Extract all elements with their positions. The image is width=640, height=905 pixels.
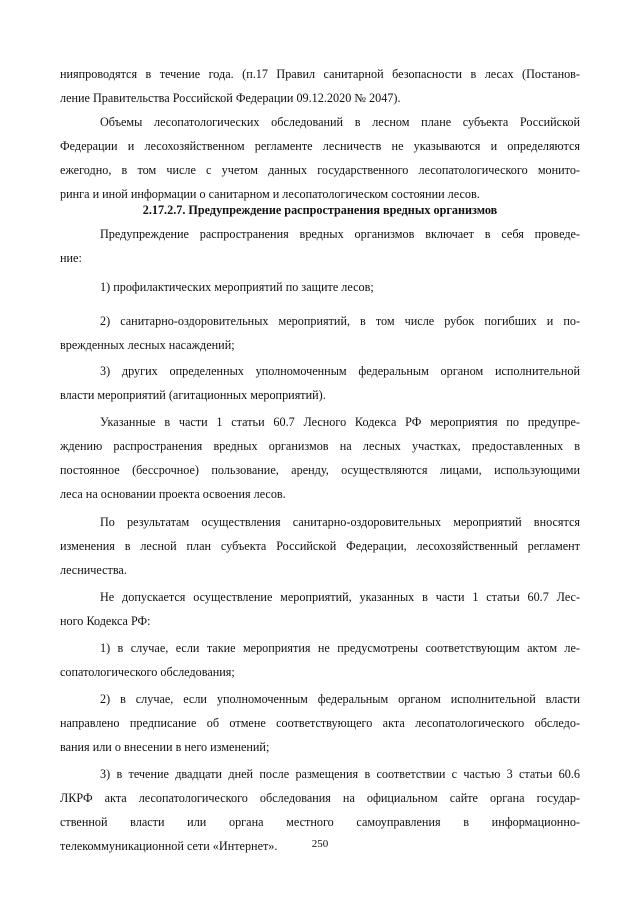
paragraph-line: изменения в лесной план субъекта Российской Федерации, лесохозяйственный регламент [60, 539, 580, 553]
paragraph-line: ление Правительства Российской Федерации 09.12.2020 № 2047). [60, 91, 401, 105]
section-heading [60, 198, 580, 222]
paragraph-line: 2) санитарно-оздоровительных мероприятий, в том числе рубок погибших и по- [100, 314, 580, 328]
paragraph [60, 275, 580, 299]
heading-text: 2.17.2.7. Предупреждение распространения вредных организмов [142, 203, 498, 217]
paragraph [60, 585, 580, 633]
paragraph-line: ждению распространения вредных организмов на лесных участках, предоставленных в [60, 439, 580, 453]
paragraph [60, 309, 580, 357]
paragraph [60, 687, 580, 759]
paragraph-line: ственной власти или органа местного самоуправления в информационно- [60, 815, 580, 829]
paragraph-line: Предупреждение распространения вредных организмов включает в себя проведе- [100, 227, 580, 241]
paragraph-line: 2) в случае, если уполномоченным федеральным органом исполнительной власти [100, 692, 580, 706]
paragraph-line: ние: [60, 251, 82, 265]
paragraph-line: лесничества. [60, 563, 127, 577]
paragraph-line: ежегодно, в том числе с учетом данных государственного лесопатологического монито- [60, 163, 580, 177]
paragraph [60, 62, 580, 110]
paragraph [60, 222, 580, 270]
paragraph-line: Объемы лесопатологических обследований в лесном плане субъекта Российской [100, 115, 580, 129]
paragraph-line: 1) профилактических мероприятий по защите лесов; [100, 280, 374, 294]
paragraph-line: власти мероприятий (агитационных мероприятий). [60, 388, 326, 402]
paragraph [60, 510, 580, 582]
paragraph-line: сопатологического обследования; [60, 665, 235, 679]
paragraph [60, 359, 580, 407]
paragraph-line: леса на основании проекта освоения лесов. [60, 487, 286, 501]
paragraph-line: По результатам осуществления санитарно-оздоровительных мероприятий вносятся [100, 515, 580, 529]
paragraph-line: 1) в случае, если такие мероприятия не предусмотрены соответствующим актом ле- [100, 641, 580, 655]
paragraph-line: Федерации и лесохозяйственном регламенте лесничеств не указываются и определяются [60, 139, 580, 153]
paragraph-line: 3) в течение двадцати дней после размещения в соответствии с частью 3 статьи 60.6 [100, 767, 580, 781]
paragraph-line: Не допускается осуществление мероприятий, указанных в части 1 статьи 60.7 Лес- [100, 590, 580, 604]
paragraph-line: ЛКРФ акта лесопатологического обследования на официальном сайте органа государ- [60, 791, 580, 805]
paragraph [60, 410, 580, 506]
paragraph-line: нияпроводятся в течение года. (п.17 Правил санитарной безопасности в лесах (Постанов- [60, 67, 580, 81]
paragraph-line: 3) других определенных уполномоченным федеральным органом исполнительной [100, 364, 580, 378]
paragraph-line: ного Кодекса РФ: [60, 614, 151, 628]
paragraph-line: телекоммуникационной сети «Интернет». [60, 839, 278, 853]
page-number: 250 [311, 838, 329, 850]
paragraph-line: ринга и иной информации о санитарном и лесопатологическом состоянии лесов. [60, 187, 480, 201]
paragraph-line: врежденных лесных насаждений; [60, 338, 235, 352]
paragraph-line: Указанные в части 1 статьи 60.7 Лесного Кодекса РФ мероприятия по предупре- [100, 415, 580, 429]
paragraph [60, 110, 580, 206]
paragraph-line: направлено предписание об отмене соответствующего акта лесопатологического обследо- [60, 716, 580, 730]
paragraph-line: постоянное (бессрочное) пользование, аренду, осуществляются лицами, использующими [60, 463, 580, 477]
paragraph [60, 636, 580, 684]
paragraph-line: вания или о внесении в него изменений; [60, 740, 270, 754]
